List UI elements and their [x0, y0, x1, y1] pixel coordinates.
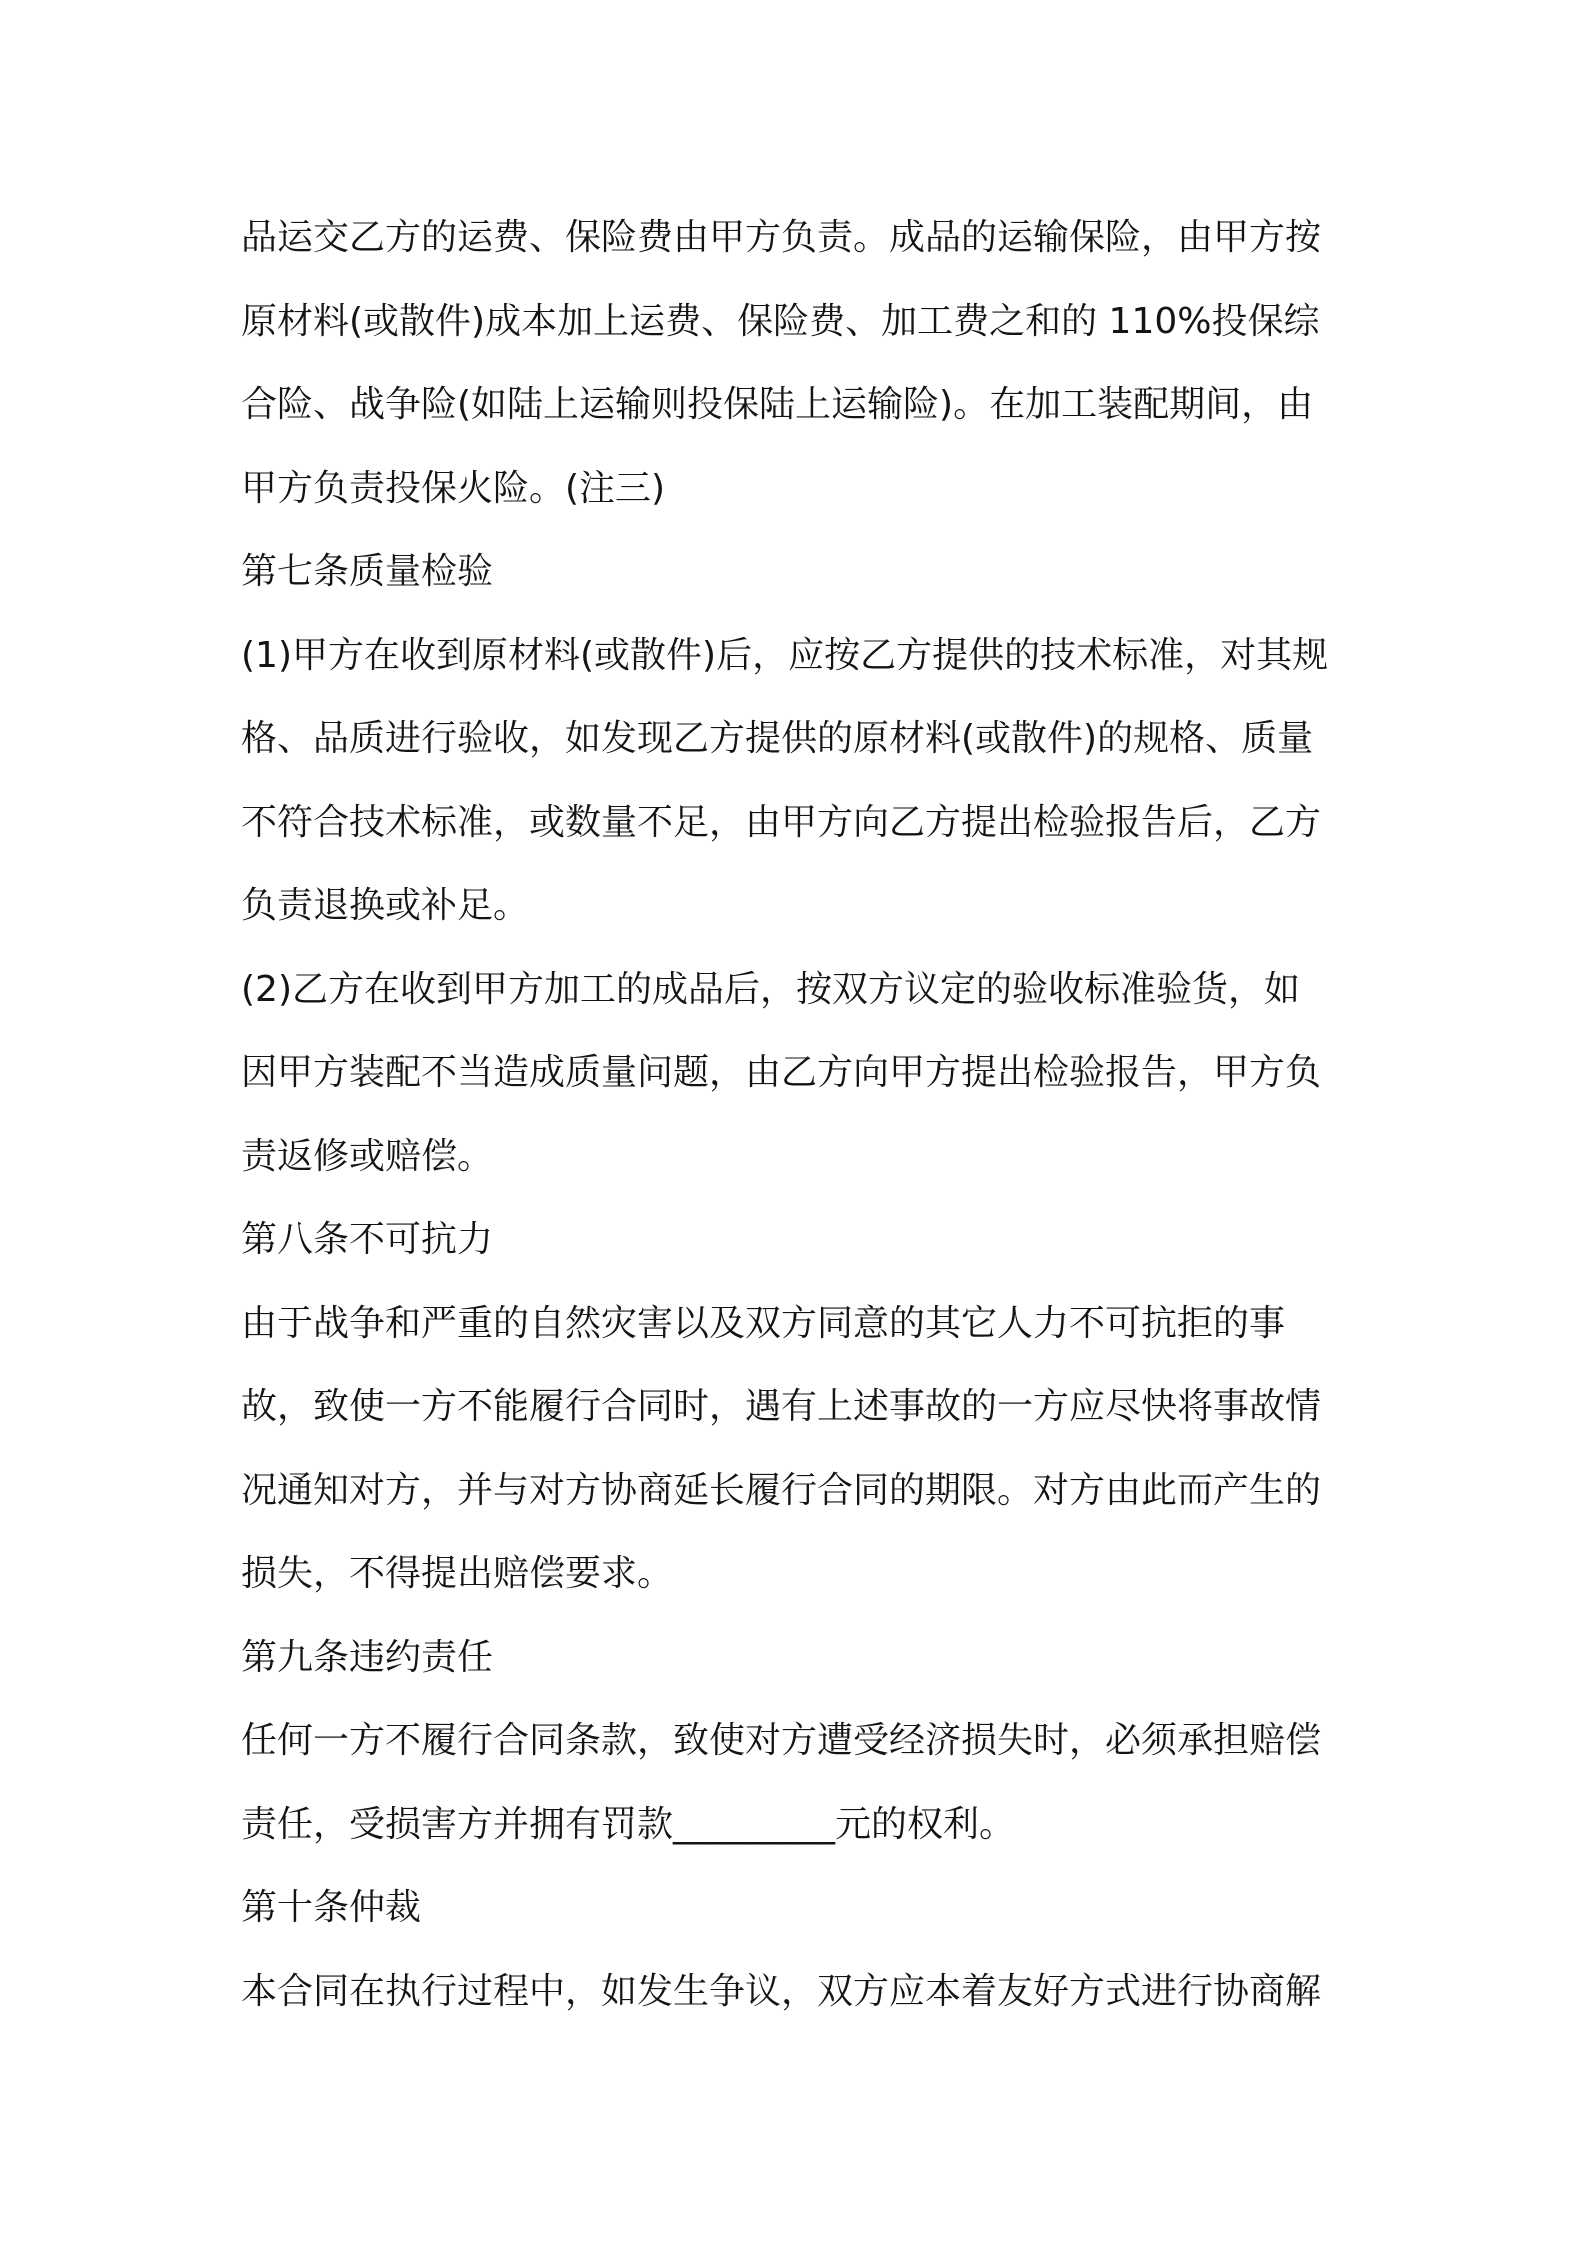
text-line: 故，致使一方不能履行合同时，遇有上述事故的一方应尽快将事故情 — [241, 1386, 1322, 1427]
text-line: 负责退换或补足。 — [241, 885, 530, 926]
text-line: 责任，受损害方并拥有罚款_________元的权利。 — [241, 1803, 1016, 1845]
text-line: 责返修或赔偿。 — [241, 1135, 494, 1177]
text-line: 合险、战争险(如陆上运输则投保陆上运输险)。在加工装配期间，由 — [241, 384, 1314, 425]
text-line: (2)乙方在收到甲方加工的成品后，按双方议定的验收标准验货，如 — [241, 968, 1300, 1010]
text-line: 品运交乙方的运费、保险费由甲方负责。成品的运输保险，由甲方按 — [241, 217, 1322, 258]
text-line: 由于战争和严重的自然灾害以及双方同意的其它人力不可抗拒的事 — [241, 1302, 1286, 1344]
text-line: 本合同在执行过程中，如发生争议，双方应本着友好方式进行协商解 — [241, 1970, 1322, 2012]
text-line: 况通知对方，并与对方协商延长履行合同的期限。对方由此而产生的 — [241, 1469, 1322, 1511]
text-line: 甲方负责投保火险。(注三) — [241, 467, 666, 509]
section-heading: 第十条仲裁 — [241, 1887, 422, 1928]
text-line: 因甲方装配不当造成质量问题，由乙方向甲方提出检验报告，甲方负 — [241, 1052, 1322, 1093]
document-body — [241, 196, 1361, 2033]
text-line: 原材料(或散件)成本加上运费、保险费、加工费之和的 110%投保综 — [241, 300, 1320, 342]
text-line: 格、品质进行验收，如发现乙方提供的原材料(或散件)的规格、质量 — [241, 718, 1314, 759]
text-line: (1)甲方在收到原材料(或散件)后，应按乙方提供的技术标准，对其规 — [241, 634, 1329, 676]
section-heading: 第七条质量检验 — [241, 551, 494, 592]
text-line: 损失，不得提出赔偿要求。 — [241, 1553, 674, 1594]
section-heading: 第九条违约责任 — [241, 1636, 494, 1678]
section-heading: 第八条不可抗力 — [241, 1219, 494, 1260]
text-line: 任何一方不履行合同条款，致使对方遭受经济损失时，必须承担赔偿 — [241, 1720, 1322, 1761]
text-line: 不符合技术标准，或数量不足，由甲方向乙方提出检验报告后，乙方 — [241, 801, 1322, 843]
